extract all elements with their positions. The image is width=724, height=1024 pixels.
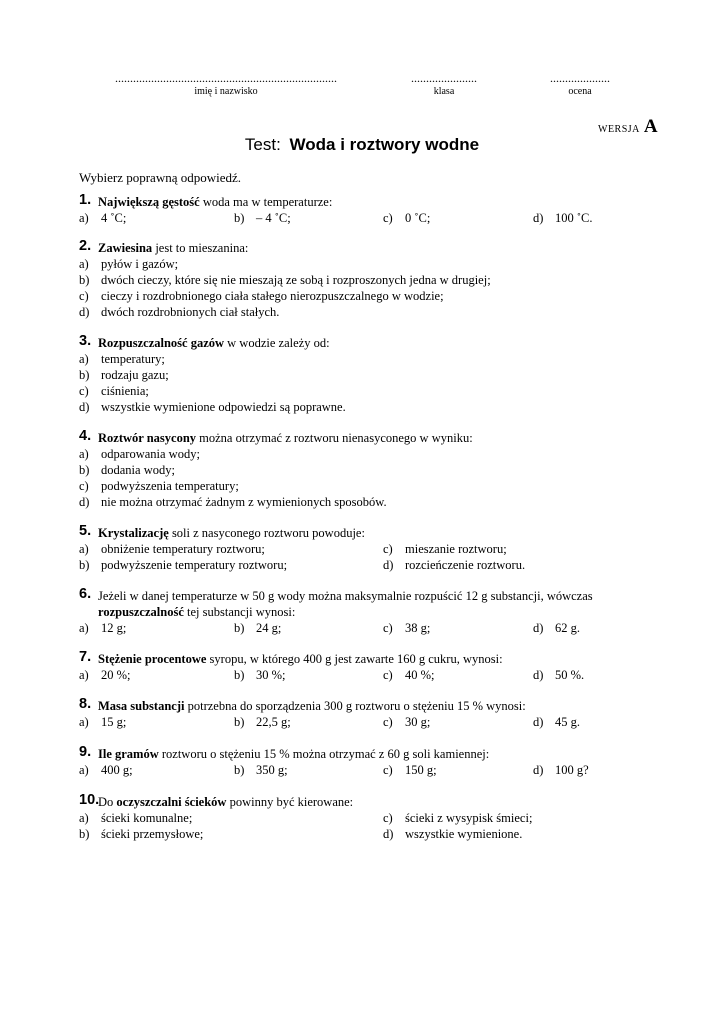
- question-text: [98, 430, 659, 446]
- question-keyword: Masa substancji: [98, 699, 185, 713]
- option-c[interactable]: c) 150 g;: [383, 763, 437, 777]
- question-keyword: Zawiesina: [98, 241, 153, 255]
- question-rest: potrzebna do sporządzenia 300 g roztworu o stężeniu 15 % wynosi:: [184, 699, 526, 713]
- option-b[interactable]: b) dwóch cieczy, które się nie mieszają ze sobą i rozproszonych jedna w drugiej;: [79, 273, 491, 287]
- question-4: [79, 430, 659, 510]
- question-keyword: Ile gramów: [98, 747, 159, 761]
- option-c[interactable]: c) cieczy i rozdrobnionego ciała stałego nierozpuszczalnego w wodzie;: [79, 289, 444, 303]
- option-d[interactable]: d) rozcieńczenie roztworu.: [383, 558, 526, 572]
- question-text: [98, 240, 659, 256]
- question-number: 3.: [79, 333, 92, 349]
- question-text: [98, 525, 659, 541]
- question-keyword: Roztwór nasycony: [98, 431, 197, 445]
- option-a[interactable]: a) obniżenie temperatury roztworu;: [79, 542, 265, 556]
- question-rest: jest to mieszanina:: [152, 241, 249, 255]
- question-rest: soli z nasyconego roztworu powoduje:: [168, 526, 365, 540]
- option-a[interactable]: a) pyłów i gazów;: [79, 257, 179, 271]
- grade-dots: ....................: [550, 71, 610, 85]
- class-field: [398, 72, 490, 98]
- page-title: [0, 135, 724, 155]
- question-2: [79, 240, 659, 320]
- option-a[interactable]: a) 15 g;: [79, 715, 127, 729]
- version-letter: A: [643, 116, 658, 137]
- options-row: [79, 210, 659, 226]
- question-keyword: Stężenie procentowe: [98, 652, 207, 666]
- options-list: [79, 351, 659, 415]
- option-d[interactable]: d) wszystkie wymienione odpowiedzi są poprawne.: [79, 400, 346, 414]
- question-10: [79, 794, 659, 842]
- grade-label: ocena: [568, 86, 592, 97]
- question-8: [79, 698, 659, 730]
- question-text: [98, 335, 659, 351]
- title-prefix: Test:: [244, 135, 281, 154]
- option-b[interactable]: b) 22,5 g;: [234, 715, 291, 729]
- option-c[interactable]: c) mieszanie roztworu;: [383, 542, 507, 556]
- option-c[interactable]: c) 40 %;: [383, 668, 435, 682]
- question-1: [79, 194, 659, 226]
- question-rest: roztworu o stężeniu 15 % można otrzymać z 60 g soli kamiennej:: [158, 747, 490, 761]
- version-label: WERSJA: [598, 124, 640, 135]
- options-grid: [79, 810, 659, 842]
- option-a[interactable]: a) odparowania wody;: [79, 447, 200, 461]
- class-label: klasa: [433, 86, 455, 97]
- question-keyword: Rozpuszczalność gazów: [98, 336, 225, 350]
- question-text-line1: Jeżeli w danej temperaturze w 50 g wody można maksymalnie rozpuścić 12 g substancji, wówczas: [98, 589, 593, 603]
- question-keyword: rozpuszczalność: [98, 605, 184, 619]
- grade-field: [540, 72, 620, 98]
- question-number: 6.: [79, 586, 92, 602]
- options-list: [79, 446, 659, 510]
- option-b[interactable]: b) – 4 ˚C;: [234, 211, 291, 225]
- question-9: [79, 746, 659, 778]
- option-d[interactable]: d) dwóch rozdrobnionych ciał stałych.: [79, 305, 280, 319]
- question-rest: można otrzymać z roztworu nienasyconego w wyniku:: [196, 431, 473, 445]
- instruction: Wybierz poprawną odpowiedź.: [79, 170, 242, 185]
- title-main: Woda i roztwory wodne: [289, 135, 480, 154]
- question-number: 1.: [79, 192, 92, 208]
- options-row: [79, 762, 659, 778]
- question-text: [98, 194, 659, 210]
- options-row: [79, 667, 659, 683]
- question-5: [79, 525, 659, 573]
- option-c[interactable]: c) 0 ˚C;: [383, 211, 431, 225]
- option-c[interactable]: c) 30 g;: [383, 715, 431, 729]
- question-7: [79, 651, 659, 683]
- question-number: 5.: [79, 523, 92, 539]
- option-d[interactable]: d) 45 g.: [533, 715, 580, 729]
- option-b[interactable]: b) ścieki przemysłowe;: [79, 827, 204, 841]
- question-text: [98, 651, 659, 667]
- question-rest: syropu, w którego 400 g jest zawarte 160 g cukru, wynosi:: [206, 652, 503, 666]
- option-d[interactable]: d) 50 %.: [533, 668, 585, 682]
- option-d[interactable]: d) 100 g?: [533, 763, 589, 777]
- option-a[interactable]: a) 12 g;: [79, 621, 127, 635]
- option-a[interactable]: a) 20 %;: [79, 668, 131, 682]
- name-dots: ..........................................................................: [115, 71, 337, 85]
- option-b[interactable]: b) 24 g;: [234, 621, 282, 635]
- option-c[interactable]: c) podwyższenia temperatury;: [79, 479, 239, 493]
- question-text: [98, 746, 659, 762]
- question-number: 2.: [79, 238, 92, 254]
- question-keyword: oczyszczalni ścieków: [116, 795, 227, 809]
- option-d[interactable]: d) 100 ˚C.: [533, 211, 593, 225]
- question-keyword: Największą gęstość: [98, 195, 200, 209]
- options-grid: [79, 541, 659, 573]
- question-rest: powinny być kierowane:: [226, 795, 354, 809]
- option-d[interactable]: d) 62 g.: [533, 621, 580, 635]
- question-3: [79, 335, 659, 415]
- question-6: [79, 588, 679, 636]
- option-c[interactable]: c) 38 g;: [383, 621, 431, 635]
- option-a[interactable]: a) 4 ˚C;: [79, 211, 127, 225]
- question-rest: w wodzie zależy od:: [224, 336, 330, 350]
- option-b[interactable]: b) 350 g;: [234, 763, 288, 777]
- question-text: [98, 604, 679, 620]
- option-a[interactable]: a) 400 g;: [79, 763, 133, 777]
- question-text: [98, 698, 659, 714]
- option-b[interactable]: b) 30 %;: [234, 668, 286, 682]
- option-c[interactable]: c) ścieki z wysypisk śmieci;: [383, 811, 533, 825]
- question-number: 9.: [79, 744, 92, 760]
- question-number: 8.: [79, 696, 92, 712]
- name-field: [90, 72, 362, 98]
- option-a[interactable]: a) temperatury;: [79, 352, 165, 366]
- name-label: imię i nazwisko: [194, 86, 258, 97]
- question-number: 7.: [79, 649, 92, 665]
- option-b[interactable]: b) rodzaju gazu;: [79, 368, 169, 382]
- question-rest: woda ma w temperaturze:: [199, 195, 333, 209]
- option-d[interactable]: d) wszystkie wymienione.: [383, 827, 523, 841]
- question-keyword: Krystalizację: [98, 526, 169, 540]
- option-a[interactable]: a) ścieki komunalne;: [79, 811, 193, 825]
- question-number: 4.: [79, 428, 92, 444]
- question-number: 10.: [79, 792, 100, 808]
- options-list: [79, 256, 659, 320]
- option-d[interactable]: d) nie można otrzymać żadnym z wymienionych sposobów.: [79, 495, 387, 509]
- option-b[interactable]: b) dodania wody;: [79, 463, 175, 477]
- option-c[interactable]: c) ciśnienia;: [79, 384, 149, 398]
- question-rest: tej substancji wynosi:: [183, 605, 296, 619]
- option-b[interactable]: b) podwyższenie temperatury roztworu;: [79, 558, 288, 572]
- class-dots: ......................: [411, 71, 477, 85]
- options-row: [79, 714, 659, 730]
- question-pre: Do: [98, 795, 117, 809]
- question-text: [98, 794, 659, 810]
- options-row: [79, 620, 679, 636]
